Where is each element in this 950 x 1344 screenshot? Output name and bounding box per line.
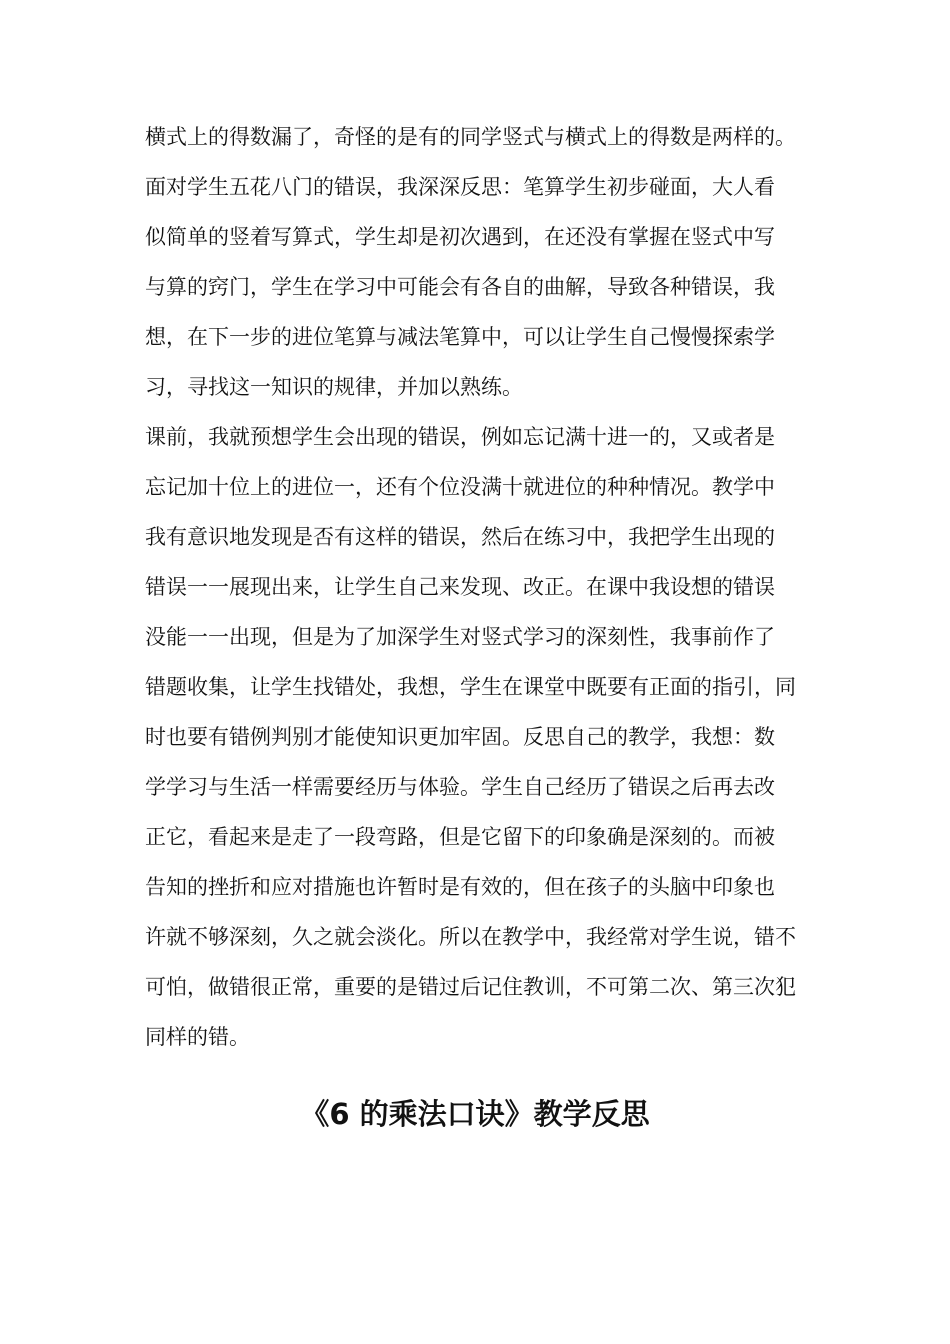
- text-line: 错误一一展现出来，让学生自己来发现、改正。在课中我设想的错误: [145, 575, 775, 599]
- text-line: 正它，看起来是走了一段弯路，但是它留下的印象确是深刻的。而被: [145, 825, 775, 849]
- text-line: 课前，我就预想学生会出现的错误，例如忘记满十进一的，又或者是: [145, 425, 775, 449]
- text-line: 许就不够深刻，久之就会淡化。所以在教学中，我经常对学生说，错不: [145, 925, 796, 949]
- text-line: 习，寻找这一知识的规律，并加以熟练。: [145, 375, 523, 399]
- text-line: 告知的挫折和应对措施也许暂时是有效的，但在孩子的头脑中印象也: [145, 875, 775, 899]
- text-line: 时也要有错例判别才能使知识更加牢固。反思自己的教学，我想：数: [145, 725, 775, 749]
- text-line: 与算的窍门，学生在学习中可能会有各自的曲解，导致各种错误，我: [145, 275, 775, 299]
- text-line: 我有意识地发现是否有这样的错误，然后在练习中，我把学生出现的: [145, 525, 775, 549]
- text-line: 错题收集，让学生找错处，我想，学生在课堂中既要有正面的指引，同: [145, 675, 796, 699]
- text-line: 可怕，做错很正常，重要的是错过后记住教训，不可第二次、第三次犯: [145, 975, 796, 999]
- text-line: 横式上的得数漏了，奇怪的是有的同学竖式与横式上的得数是两样的。: [145, 125, 796, 149]
- section-heading: 《6 的乘法口诀》教学反思: [300, 1097, 650, 1131]
- text-line: 面对学生五花八门的错误，我深深反思：笔算学生初步碰面，大人看: [145, 175, 775, 199]
- text-line: 忘记加十位上的进位一，还有个位没满十就进位的种种情况。教学中: [145, 475, 775, 499]
- text-line: 同样的错。: [145, 1025, 250, 1049]
- text-line: 没能一一出现，但是为了加深学生对竖式学习的深刻性，我事前作了: [145, 625, 775, 649]
- text-line: 学学习与生活一样需要经历与体验。学生自己经历了错误之后再去改: [145, 775, 775, 799]
- text-line: 想，在下一步的进位笔算与减法笔算中，可以让学生自己慢慢探索学: [145, 325, 775, 349]
- text-line: 似简单的竖着写算式，学生却是初次遇到，在还没有掌握在竖式中写: [145, 225, 775, 249]
